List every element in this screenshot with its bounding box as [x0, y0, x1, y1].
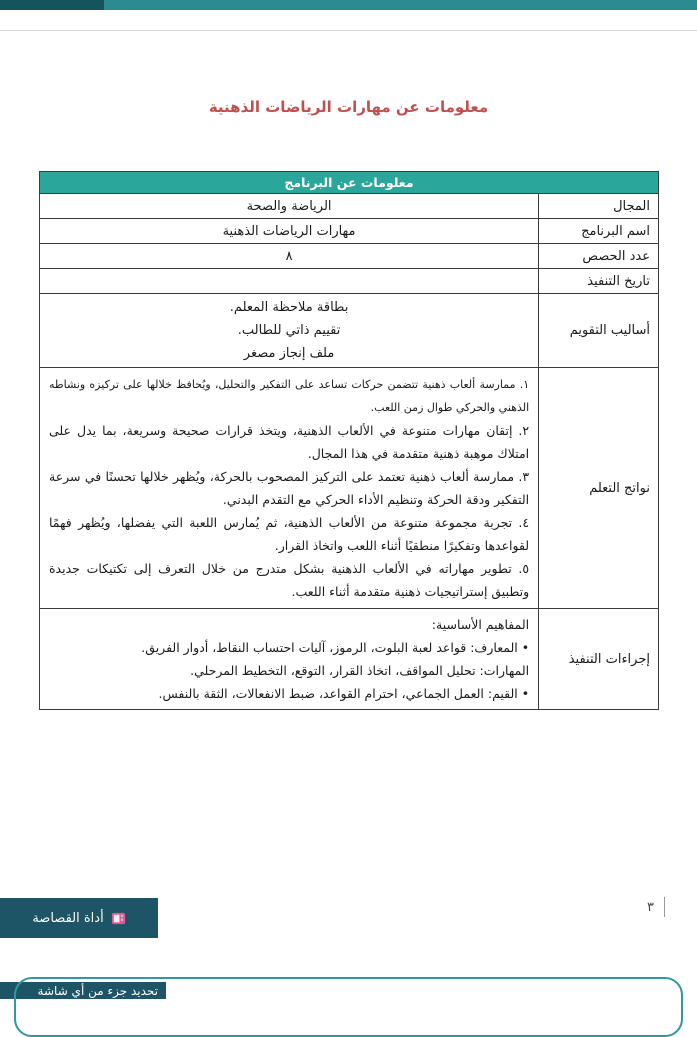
- row-value: [40, 609, 539, 710]
- program-info-section: [39, 171, 659, 710]
- top-accent-bar: [0, 0, 697, 10]
- program-info-table: [39, 171, 659, 710]
- row-value: [40, 294, 539, 368]
- table-row-implementation-procedures: [40, 609, 659, 710]
- snipping-tool-icon: [111, 911, 126, 926]
- learning-outcome-item: ٤. تجربة مجموعة متنوعة من الألعاب الذهنية، ثم يُمارس اللعبة التي يفضلها، ويُظهر فهمًا لقواعدها وتفكيرًا منطقيًا أثناء اللعب واتخاذ القرار.: [49, 515, 530, 553]
- learning-outcome-item: ٥. تطوير مهاراته في الألعاب الذهنية بشكل متدرج من خلال التعرف إلى تكتيكات جديدة وتطبيق إستراتيجيات ذهنية متقدمة أثناء اللعب.: [49, 561, 530, 599]
- procedure-line: • القيم: العمل الجماعي، احترام القواعد، ضبط الانفعالات، الثقة بالنفس.: [158, 686, 530, 701]
- procedure-line: المهارات: تحليل المواقف، اتخاذ القرار، التوقع، التخطيط المرحلي.: [190, 663, 530, 678]
- row-value: مهارات الرياضات الذهنية: [40, 219, 539, 244]
- table-row-sessions-count: [40, 244, 659, 269]
- table-header-row: [40, 172, 659, 194]
- page-number: [647, 897, 665, 917]
- row-label: عدد الحصص: [539, 244, 659, 269]
- header-divider-line: [0, 30, 697, 31]
- row-value: [40, 269, 539, 294]
- row-value: [40, 368, 539, 609]
- row-label: نواتج التعلم: [539, 368, 659, 609]
- evaluation-line: تقييم ذاتي للطالب.: [237, 323, 341, 338]
- tooltip-description-text: تحديد جزء من أي شاشة: [37, 984, 158, 998]
- table-row-evaluation-methods: [40, 294, 659, 368]
- evaluation-line: ملف إنجاز مصغر: [243, 346, 335, 361]
- top-accent-bar-dark-segment: [0, 0, 104, 10]
- snipping-tool-tooltip: [0, 898, 158, 938]
- tooltip-title: أداة القصاصة: [32, 910, 104, 926]
- page-title: معلومات عن مهارات الرياضات الذهنية: [208, 98, 489, 116]
- row-value: ٨: [40, 244, 539, 269]
- learning-outcome-item: ١. ممارسة ألعاب ذهنية تتضمن حركات تساعد على التفكير والتحليل، ويُحافظ خلالها على تركيزه ونشاطه الذهني والحركي طوال زمن اللعب.: [49, 378, 530, 414]
- table-row-learning-outcomes: [40, 368, 659, 609]
- row-label: أساليب التقويم: [539, 294, 659, 368]
- table-row-implementation-date: [40, 269, 659, 294]
- learning-outcome-item: ٣. ممارسة ألعاب ذهنية تعتمد على التركيز المصحوب بالحركة، ويُظهر خلالها تحسنًا في سرعة التفكير ودقة الحركة وتنظيم الأداء الحركي مع التقدم البدني.: [49, 469, 530, 507]
- row-label: إجراءات التنفيذ: [539, 609, 659, 710]
- procedure-line: المفاهيم الأساسية:: [431, 617, 530, 632]
- row-label: اسم البرنامج: [539, 219, 659, 244]
- bottom-window-edge: [14, 977, 683, 1037]
- table-row-program-name: [40, 219, 659, 244]
- row-label: المجال: [539, 194, 659, 219]
- page-number-value: ٣: [647, 899, 654, 915]
- table-header: معلومات عن البرنامج: [40, 172, 659, 194]
- evaluation-line: بطاقة ملاحظة المعلم.: [229, 300, 349, 315]
- row-value: الرياضة والصحة: [40, 194, 539, 219]
- procedure-line: • المعارف: قواعد لعبة البلوت، الرموز، آليات احتساب النقاط، أدوار الفريق.: [141, 640, 530, 655]
- row-label: تاريخ التنفيذ: [539, 269, 659, 294]
- learning-outcome-item: ٢. إتقان مهارات متنوعة في الألعاب الذهنية، ويتخذ قرارات صحيحة وسريعة، بما يدل على امتلاك موهبة ذهنية متقدمة في هذا المجال.: [49, 423, 530, 461]
- table-row-field: [40, 194, 659, 219]
- page-number-divider: [664, 897, 665, 917]
